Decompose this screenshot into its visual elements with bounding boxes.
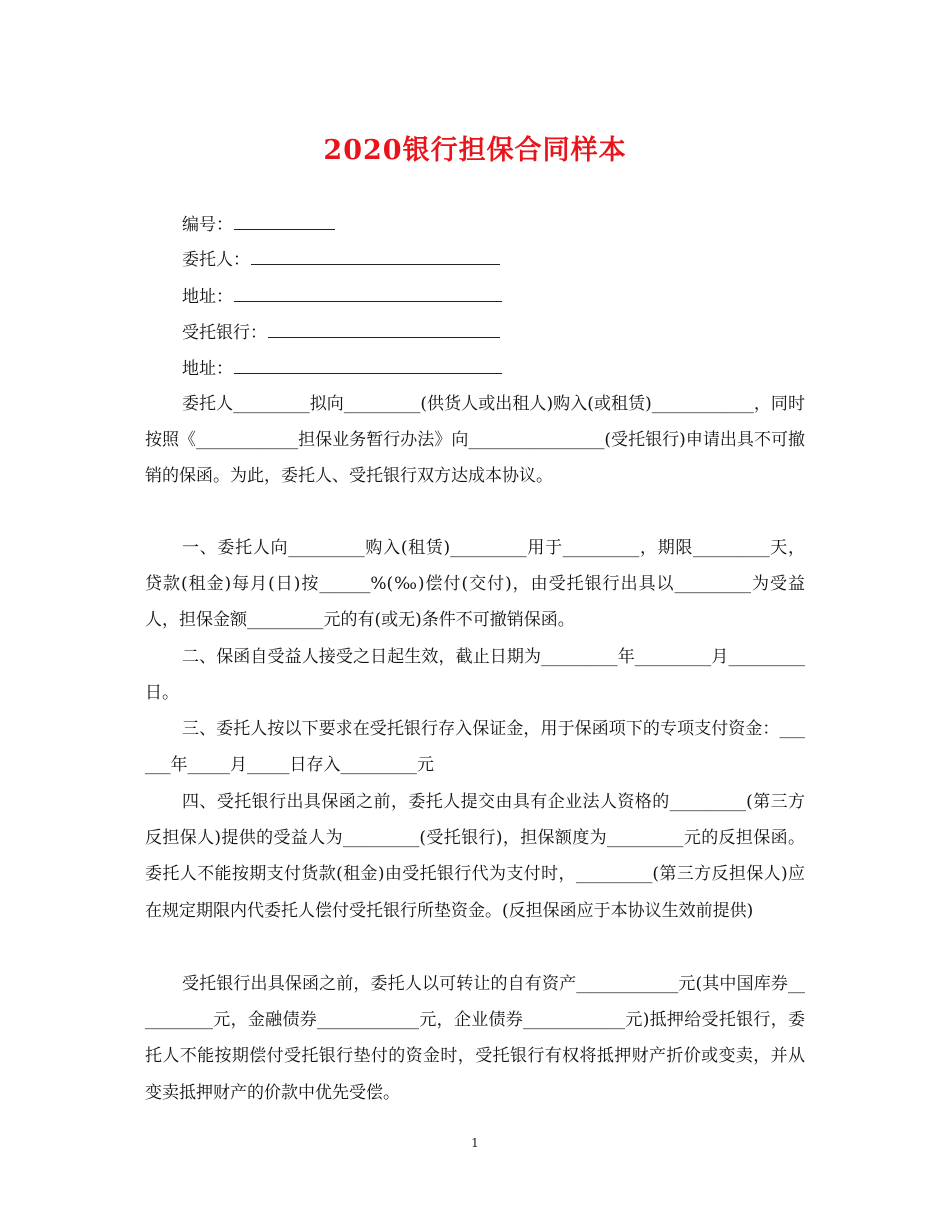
paragraph-clause-4: 四、受托银行出具保函之前，委托人提交由具有企业法人资格的_________(第三方反担保人)提供的受益人为_________(受托银行)，担保额度为_________元的反担保函。委托人不能按期支付货款(租金)由受托银行代为支付时，_________(第三方反担保人)应在规定期限内代委托人偿付受托银行所垫资金。(反担保函应于本协议生效前提供) — [145, 792, 805, 921]
field-bank-address — [182, 355, 502, 381]
field-principal-address-blank — [234, 283, 502, 302]
field-number-label: 编号： — [182, 215, 233, 235]
field-principal-address-label: 地址： — [182, 287, 233, 307]
paragraph-clause-3: 三、委托人按以下要求在受托银行存入保证金，用于保函项下的专项支付资金：______年_____月_____日存入_________元 — [145, 719, 805, 776]
field-bank-address-label: 地址： — [182, 359, 233, 379]
field-bank-blank — [268, 319, 500, 338]
field-bank — [182, 319, 500, 345]
page-number: 1 — [471, 1136, 479, 1150]
field-principal-label: 委托人： — [182, 250, 250, 270]
field-principal-blank — [251, 246, 500, 265]
field-bank-address-blank — [234, 355, 502, 374]
field-principal-address — [182, 283, 502, 309]
field-bank-label: 受托银行： — [182, 323, 267, 343]
field-principal — [182, 246, 500, 272]
field-number-blank — [234, 211, 335, 230]
paragraph-intro: 委托人_________拟向_________(供货人或出租人)购入(或租赁)____________，同时按照《____________担保业务暂行办法》向________________(受托银行)申请出具不可撤销的保函。为此，委托人、受托银行双方达成本协议。 — [145, 394, 805, 487]
paragraph-collateral: 受托银行出具保函之前，委托人以可转让的自有资产____________元(其中国库券__________元，金融债券____________元，企业债券____________元)抵押给受托银行，委托人不能按期偿付受托银行垫付的资金时，受托银行有权将抵押财产折价或变卖，并从变卖抵押财产的价款中优先受偿。 — [145, 974, 805, 1103]
paragraph-clause-1: 一、委托人向_________购入(租赁)_________用于_________，期限_________天，贷款(租金)每月(日)按______%(‰)偿付(交付)，由受托银行出具以_________为受益人，担保金额_________元的有(或无)条件不可撤销保函。 — [145, 538, 805, 631]
field-number — [182, 211, 335, 237]
paragraph-clause-2: 二、保函自受益人接受之日起生效，截止日期为_________年_________月_________日。 — [145, 647, 805, 704]
document-title: 2020银行担保合同样本 — [323, 135, 627, 166]
